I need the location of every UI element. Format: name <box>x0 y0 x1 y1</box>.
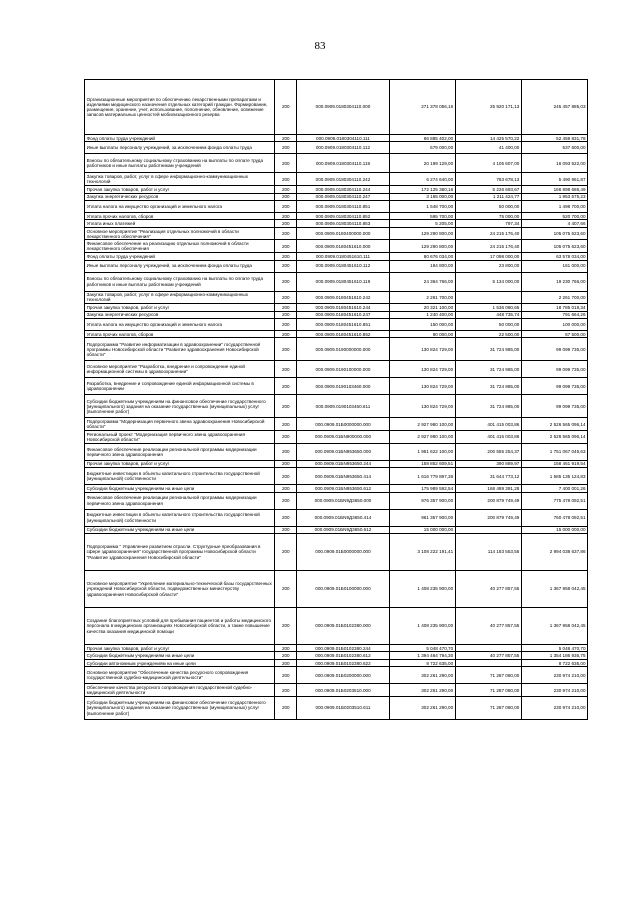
table-row <box>85 418 588 431</box>
row-approved-amount-cell: 130 824 729,00 <box>389 378 455 395</box>
row-name-cell: Субсидии бюджетным учреждениям на иные цели <box>85 485 275 492</box>
row-executed-amount-cell <box>455 291 521 304</box>
row-org-code-cell: 200 <box>275 526 297 533</box>
row-budget-code-cell: 000.0909.0180451610.119 <box>297 272 389 291</box>
row-name-cell: Основное мероприятие "Разработка, внедрение и сопровождение единой информационной системы в здравоохранении" <box>85 361 275 378</box>
row-remaining-amount-cell: 1 354 186 936,75 <box>521 652 587 659</box>
row-approved-amount-cell: 2 927 980 100,00 <box>389 431 455 444</box>
row-approved-amount-cell: 1 240 400,00 <box>389 311 455 318</box>
row-budget-code-cell: 000.0909.0180304110.852 <box>297 212 389 219</box>
row-name-cell: Подпрограмма " Управление развитием отрасли. Структурные преобразования в сфере здравоохранения" государственной программы Новосибирской области "Развитие здравоохранения Новосибирской области" <box>85 534 275 571</box>
row-remaining-amount-cell: 760 478 092,51 <box>521 509 587 526</box>
table-row <box>85 240 588 253</box>
row-name-cell: Взносы по обязательному социальному страхованию на выплаты по оплате труда работников и иные выплаты работникам учреждений <box>85 272 275 291</box>
row-approved-amount-cell: 1 616 779 897,36 <box>389 468 455 485</box>
row-org-code-cell: 200 <box>275 291 297 304</box>
table-row <box>85 186 588 193</box>
row-remaining-amount-cell: 1 585 135 124,83 <box>521 468 587 485</box>
row-budget-code-cell: 000.0909.0180451610.244 <box>297 304 389 311</box>
row-org-code-cell: 200 <box>275 80 297 135</box>
table-row <box>85 227 588 240</box>
row-remaining-amount-cell: 100 000,00 <box>521 319 587 331</box>
row-org-code-cell: 200 <box>275 460 297 467</box>
row-budget-code-cell: 000.0909.01БN953650.244 <box>297 460 389 467</box>
row-org-code-cell: 200 <box>275 395 297 418</box>
row-org-code-cell: 200 <box>275 418 297 431</box>
row-name-cell: Региональный проект "Модернизация первичного звена здравоохранения Новосибирской области" <box>85 431 275 444</box>
row-name-cell: Уплата прочих налогов, сборов <box>85 331 275 338</box>
row-name-cell: Бюджетные инвестиции в объекты капитального строительства государственной (муниципальной) собственности <box>85 468 275 485</box>
row-executed-amount-cell: 390 889,97 <box>455 460 521 467</box>
row-name-cell: Основное мероприятие "Обеспечение качества ресурсного сопровождения государственной судебно-медицинской деятельности" <box>85 667 275 684</box>
row-name-cell: Закупка энергетических ресурсов <box>85 311 275 318</box>
row-org-code-cell: 200 <box>275 571 297 608</box>
table-row <box>85 260 588 272</box>
row-executed-amount-cell: 5 134 000,00 <box>455 272 521 291</box>
row-executed-amount-cell: 40 277 857,55 <box>455 608 521 645</box>
row-org-code-cell: 200 <box>275 509 297 526</box>
row-approved-amount-cell: 961 357 900,00 <box>389 509 455 526</box>
row-approved-amount-cell: 5 205,00 <box>389 220 455 227</box>
row-approved-amount-cell: 130 824 729,00 <box>389 361 455 378</box>
row-org-code-cell: 200 <box>275 200 297 212</box>
row-remaining-amount-cell: 158 461 919,54 <box>521 460 587 467</box>
row-remaining-amount-cell: 15 000 000,00 <box>521 526 587 533</box>
row-name-cell: Закупка товаров, работ, услуг в сфере информационно-коммуникационных технологий <box>85 173 275 186</box>
row-remaining-amount-cell: 99 099 735,00 <box>521 361 587 378</box>
row-budget-code-cell: 000.0909.0180304110.000 <box>297 80 389 135</box>
table-row <box>85 460 588 467</box>
row-remaining-amount-cell: 63 578 034,00 <box>521 253 587 260</box>
row-org-code-cell: 200 <box>275 193 297 200</box>
row-name-cell: Фонд оплаты труда учреждений <box>85 135 275 142</box>
row-budget-code-cell: 000.0909.01БN953650.414 <box>297 468 389 485</box>
row-name-cell: Иные выплаты персоналу учреждений, за исключением фонда оплаты труда <box>85 142 275 154</box>
row-remaining-amount-cell: 520 700,00 <box>521 212 587 219</box>
table-row <box>85 431 588 444</box>
row-remaining-amount-cell: 166 898 686,49 <box>521 186 587 193</box>
row-budget-code-cell: 000.0909.0180304110.851 <box>297 200 389 212</box>
table-row <box>85 492 588 509</box>
row-org-code-cell: 200 <box>275 534 297 571</box>
row-remaining-amount-cell: 7 400 001,26 <box>521 485 587 492</box>
row-name-cell: Финансовое обеспечение реализации региональной программы модернизации первичного звена здравоохранения <box>85 492 275 509</box>
row-executed-amount-cell: 50 000,00 <box>455 319 521 331</box>
row-executed-amount-cell: 31 724 985,00 <box>455 378 521 395</box>
table-row <box>85 645 588 652</box>
table-row <box>85 272 588 291</box>
row-executed-amount-cell <box>455 526 521 533</box>
row-remaining-amount-cell: 16 093 522,00 <box>521 154 587 173</box>
row-executed-amount-cell: 200 879 749,49 <box>455 492 521 509</box>
row-budget-code-cell: 000.0909.0180400000.000 <box>297 227 389 240</box>
row-org-code-cell: 200 <box>275 645 297 652</box>
row-org-code-cell: 200 <box>275 378 297 395</box>
table-row <box>85 361 588 378</box>
row-budget-code-cell: 000.0909.0180451610.000 <box>297 240 389 253</box>
table-row <box>85 684 588 697</box>
table-row <box>85 667 588 684</box>
table-row <box>85 395 588 418</box>
row-approved-amount-cell: 130 824 729,00 <box>389 395 455 418</box>
row-budget-code-cell: 000.0909.01БN9Д3650.000 <box>297 492 389 509</box>
row-remaining-amount-cell: 18 785 019,34 <box>521 304 587 311</box>
row-approved-amount-cell: 302 261 290,00 <box>389 696 455 719</box>
row-name-cell: Субсидии бюджетным учреждениям на иные цели <box>85 652 275 659</box>
row-approved-amount-cell: 1 951 622 100,00 <box>389 443 455 460</box>
row-remaining-amount-cell: 1 751 067 045,63 <box>521 443 587 460</box>
row-org-code-cell: 200 <box>275 272 297 291</box>
row-remaining-amount-cell: 161 000,00 <box>521 260 587 272</box>
row-executed-amount-cell: 23 800,00 <box>455 260 521 272</box>
row-budget-code-cell: 000.0909.01БN900000.000 <box>297 431 389 444</box>
row-org-code-cell: 200 <box>275 608 297 645</box>
row-approved-amount-cell: 20 321 100,00 <box>389 304 455 311</box>
row-remaining-amount-cell: 230 974 210,00 <box>521 696 587 719</box>
row-name-cell: Уплата прочих налогов, сборов <box>85 212 275 219</box>
row-budget-code-cell: 000.0909.01Б0102380.612 <box>297 652 389 659</box>
row-budget-code-cell: 000.0909.0180451610.851 <box>297 319 389 331</box>
row-executed-amount-cell: 401 415 003,86 <box>455 431 521 444</box>
table-row <box>85 443 588 460</box>
row-name-cell: Разработка, внедрение и сопровождение единой информационной системы в здравоохранении <box>85 378 275 395</box>
row-org-code-cell: 200 <box>275 227 297 240</box>
row-remaining-amount-cell: 5 490 961,87 <box>521 173 587 186</box>
table-row <box>85 135 588 142</box>
row-remaining-amount-cell: 1 367 958 042,45 <box>521 608 587 645</box>
row-org-code-cell: 200 <box>275 684 297 697</box>
row-name-cell: Уплата иных платежей <box>85 220 275 227</box>
row-org-code-cell: 200 <box>275 253 297 260</box>
row-executed-amount-cell: 1 536 080,65 <box>455 304 521 311</box>
row-approved-amount-cell: 1 394 464 794,30 <box>389 652 455 659</box>
row-approved-amount-cell: 150 000,00 <box>389 319 455 331</box>
row-org-code-cell: 200 <box>275 240 297 253</box>
row-remaining-amount-cell: 99 099 735,00 <box>521 338 587 361</box>
row-name-cell: Субсидии бюджетным учреждениям на финансовое обеспечение государственного (муниципального) задания на оказание государственных (муниципальных) услуг (выполнение работ) <box>85 696 275 719</box>
row-budget-code-cell: 000.0909.01Б0100000.000 <box>297 571 389 608</box>
row-executed-amount-cell: 4 105 607,00 <box>455 154 521 173</box>
row-remaining-amount-cell: 791 664,26 <box>521 311 587 318</box>
row-approved-amount-cell: 90 000,00 <box>389 331 455 338</box>
table-row <box>85 485 588 492</box>
row-org-code-cell: 200 <box>275 667 297 684</box>
row-executed-amount-cell: 71 287 080,00 <box>455 696 521 719</box>
row-executed-amount-cell: 200 879 749,49 <box>455 509 521 526</box>
row-approved-amount-cell: 130 824 729,00 <box>389 338 455 361</box>
row-budget-code-cell: 000.0909.01Б0203510.000 <box>297 684 389 697</box>
row-budget-code-cell: 000.0909.0180451610.242 <box>297 291 389 304</box>
row-remaining-amount-cell: 230 974 210,00 <box>521 667 587 684</box>
row-name-cell: Финансовое обеспечение на реализацию отдельных полномочий в области лекарственного обеспечения <box>85 240 275 253</box>
row-executed-amount-cell: 50 000,00 <box>455 200 521 212</box>
row-budget-code-cell: 000.0909.0190100000.000 <box>297 361 389 378</box>
row-org-code-cell: 200 <box>275 319 297 331</box>
row-name-cell: Обеспечение качества ресурсного сопровождения государственной судебно-медицинской деятельности <box>85 684 275 697</box>
row-org-code-cell: 200 <box>275 443 297 460</box>
row-executed-amount-cell: 25 920 171,13 <box>455 80 521 135</box>
row-executed-amount-cell: 71 287 080,00 <box>455 667 521 684</box>
table-row <box>85 253 588 260</box>
table-row <box>85 378 588 395</box>
row-org-code-cell: 200 <box>275 142 297 154</box>
row-budget-code-cell: 000.0909.0180304110.853 <box>297 220 389 227</box>
row-remaining-amount-cell: 537 600,00 <box>521 142 587 154</box>
row-budget-code-cell: 000.0909.0180304110.111 <box>297 135 389 142</box>
table-row <box>85 652 588 659</box>
row-executed-amount-cell: 17 098 000,00 <box>455 253 521 260</box>
table-row <box>85 534 588 571</box>
row-budget-code-cell: 000.0909.01БN953650.000 <box>297 443 389 460</box>
row-remaining-amount-cell: 8 722 635,00 <box>521 659 587 666</box>
row-approved-amount-cell: 595 700,00 <box>389 212 455 219</box>
row-approved-amount-cell: 8 722 635,00 <box>389 659 455 666</box>
row-budget-code-cell: 000.0909.0180304110.112 <box>297 142 389 154</box>
page-number: 83 <box>314 40 326 52</box>
table-row <box>85 311 588 318</box>
row-org-code-cell: 200 <box>275 311 297 318</box>
table-row <box>85 142 588 154</box>
row-approved-amount-cell: 1 408 235 900,00 <box>389 608 455 645</box>
row-org-code-cell: 200 <box>275 361 297 378</box>
row-remaining-amount-cell: 52 459 831,78 <box>521 135 587 142</box>
table-row <box>85 696 588 719</box>
row-name-cell: Закупка энергетических ресурсов <box>85 193 275 200</box>
row-name-cell: Субсидии бюджетным учреждениям на иные цели <box>85 526 275 533</box>
row-budget-code-cell: 000.0909.0180304110.244 <box>297 186 389 193</box>
row-executed-amount-cell <box>455 659 521 666</box>
row-approved-amount-cell: 6 274 640,00 <box>389 173 455 186</box>
row-name-cell: Прочая закупка товаров, работ и услуг <box>85 304 275 311</box>
row-approved-amount-cell: 66 885 402,00 <box>389 135 455 142</box>
row-approved-amount-cell: 2 261 700,00 <box>389 291 455 304</box>
row-name-cell: Уплата налога на имущество организаций и земельного налога <box>85 200 275 212</box>
row-approved-amount-cell: 3 108 222 191,41 <box>389 534 455 571</box>
row-name-cell: Основное мероприятие "Реализация отдельных полномочий в области лекарственного обеспечения" <box>85 227 275 240</box>
table-row <box>85 331 588 338</box>
row-remaining-amount-cell: 99 099 735,00 <box>521 378 587 395</box>
row-org-code-cell: 200 <box>275 186 297 193</box>
row-budget-code-cell: 000.0909.0180451610.247 <box>297 311 389 318</box>
row-executed-amount-cell: 71 287 080,00 <box>455 684 521 697</box>
row-name-cell: Взносы по обязательному социальному страхованию на выплаты по оплате труда работников и иные выплаты работникам учреждений <box>85 154 275 173</box>
table-row <box>85 193 588 200</box>
table-row <box>85 659 588 666</box>
row-approved-amount-cell: 129 290 800,00 <box>389 227 455 240</box>
row-budget-code-cell: 000.0909.0180451610.852 <box>297 331 389 338</box>
row-budget-code-cell: 000.0909.0180304110.119 <box>297 154 389 173</box>
row-name-cell: Финансовое обеспечение реализации региональной программы модернизации первичного звена здравоохранения <box>85 443 275 460</box>
row-budget-code-cell: 000.0909.01БN9Д3650.414 <box>297 509 389 526</box>
row-executed-amount-cell: 783 678,13 <box>455 173 521 186</box>
row-approved-amount-cell: 172 125 380,16 <box>389 186 455 193</box>
row-remaining-amount-cell: 2 526 565 096,14 <box>521 431 587 444</box>
row-executed-amount-cell: 22 500,00 <box>455 331 521 338</box>
row-remaining-amount-cell: 2 261 700,00 <box>521 291 587 304</box>
row-remaining-amount-cell: 4 407,66 <box>521 220 587 227</box>
row-approved-amount-cell: 158 852 609,51 <box>389 460 455 467</box>
row-budget-code-cell: 000.0909.01Б0200000.000 <box>297 667 389 684</box>
row-executed-amount-cell: 168 489 391,28 <box>455 485 521 492</box>
row-budget-code-cell: 000.0909.0180451610.111 <box>297 253 389 260</box>
row-approved-amount-cell: 1 548 700,00 <box>389 200 455 212</box>
row-approved-amount-cell: 3 165 000,00 <box>389 193 455 200</box>
row-org-code-cell: 200 <box>275 212 297 219</box>
row-executed-amount-cell: 31 724 985,00 <box>455 338 521 361</box>
row-remaining-amount-cell: 230 974 210,00 <box>521 684 587 697</box>
table-row <box>85 571 588 608</box>
table-row <box>85 200 588 212</box>
budget-table-body <box>85 80 588 720</box>
row-name-cell: Прочая закупка товаров, работ и услуг <box>85 186 275 193</box>
row-executed-amount-cell: 5 226 693,67 <box>455 186 521 193</box>
row-executed-amount-cell: 448 735,74 <box>455 311 521 318</box>
row-remaining-amount-cell: 775 478 092,51 <box>521 492 587 509</box>
row-executed-amount-cell: 401 415 003,86 <box>455 418 521 431</box>
table-row <box>85 319 588 331</box>
row-remaining-amount-cell: 1 367 958 042,45 <box>521 571 587 608</box>
row-executed-amount-cell: 200 555 254,37 <box>455 443 521 460</box>
table-row <box>85 212 588 219</box>
row-approved-amount-cell: 579 000,00 <box>389 142 455 154</box>
row-approved-amount-cell: 20 199 129,00 <box>389 154 455 173</box>
table-row <box>85 338 588 361</box>
row-org-code-cell: 200 <box>275 468 297 485</box>
row-budget-code-cell: 000.0909.01Б0203510.611 <box>297 696 389 719</box>
row-remaining-amount-cell: 105 075 623,60 <box>521 240 587 253</box>
row-approved-amount-cell: 271 378 056,16 <box>389 80 455 135</box>
row-remaining-amount-cell: 19 230 766,00 <box>521 272 587 291</box>
row-remaining-amount-cell: 1 498 700,00 <box>521 200 587 212</box>
row-name-cell: Подпрограмма "Модернизация первичного звена здравоохранения Новосибирской области" <box>85 418 275 431</box>
row-executed-amount-cell: 31 724 985,00 <box>455 395 521 418</box>
row-executed-amount-cell: 14 425 570,22 <box>455 135 521 142</box>
row-remaining-amount-cell: 2 994 038 637,86 <box>521 534 587 571</box>
row-name-cell: Закупка товаров, работ, услуг в сфере информационно-коммуникационных технологий <box>85 291 275 304</box>
row-budget-code-cell: 000.0909.0190103460.611 <box>297 395 389 418</box>
row-executed-amount-cell <box>455 645 521 652</box>
row-executed-amount-cell: 41 400,00 <box>455 142 521 154</box>
row-remaining-amount-cell: 5 048 470,70 <box>521 645 587 652</box>
row-remaining-amount-cell: 1 953 575,23 <box>521 193 587 200</box>
row-org-code-cell: 200 <box>275 431 297 444</box>
row-budget-code-cell: 000.0909.01Б0102380.622 <box>297 659 389 666</box>
row-approved-amount-cell: 129 290 800,00 <box>389 240 455 253</box>
row-name-cell: Фонд оплаты труда учреждений <box>85 253 275 260</box>
table-row <box>85 608 588 645</box>
row-executed-amount-cell: 24 215 176,40 <box>455 240 521 253</box>
row-name-cell: Создание благоприятных условий для пребывания пациентов и работы медицинского персонала в медицинских организациях Новосибирской области, а также повышение качества оказания медицинской помощи <box>85 608 275 645</box>
row-name-cell: Иные выплаты персоналу учреждений, за исключением фонда оплаты труда <box>85 260 275 272</box>
row-remaining-amount-cell: 2 526 565 096,14 <box>521 418 587 431</box>
row-budget-code-cell: 000.0909.01БN953650.612 <box>297 485 389 492</box>
table-row <box>85 509 588 526</box>
table-row <box>85 304 588 311</box>
row-budget-code-cell: 000.0909.0180304110.247 <box>297 193 389 200</box>
row-budget-code-cell: 000.0909.0190103460.000 <box>297 378 389 395</box>
row-org-code-cell: 200 <box>275 304 297 311</box>
row-executed-amount-cell: 1 211 424,77 <box>455 193 521 200</box>
row-executed-amount-cell: 40 277 857,55 <box>455 571 521 608</box>
row-executed-amount-cell: 24 215 176,40 <box>455 227 521 240</box>
row-name-cell: Подпрограмма "Развитие информатизации в здравоохранении" государственной программы Новосибирской области "Развитие здравоохранения Новосибирской области" <box>85 338 275 361</box>
row-budget-code-cell: 000.0909.0180304110.242 <box>297 173 389 186</box>
row-budget-code-cell: 000.0909.01БN9Д3650.612 <box>297 526 389 533</box>
row-remaining-amount-cell: 99 099 735,00 <box>521 395 587 418</box>
row-budget-code-cell: 000.0909.0190000000.000 <box>297 338 389 361</box>
row-name-cell: Субсидии автономным учреждениям на иные цели <box>85 659 275 666</box>
row-executed-amount-cell: 40 277 857,55 <box>455 652 521 659</box>
row-executed-amount-cell: 75 000,00 <box>455 212 521 219</box>
row-executed-amount-cell: 31 644 773,12 <box>455 468 521 485</box>
row-approved-amount-cell: 2 927 980 100,00 <box>389 418 455 431</box>
row-budget-code-cell: 000.0909.01Б0000000.000 <box>297 534 389 571</box>
row-executed-amount-cell: 114 183 553,55 <box>455 534 521 571</box>
row-org-code-cell: 200 <box>275 485 297 492</box>
row-org-code-cell: 200 <box>275 696 297 719</box>
row-approved-amount-cell: 5 048 470,70 <box>389 645 455 652</box>
row-budget-code-cell: 000.0909.01Б0102380.000 <box>297 608 389 645</box>
row-approved-amount-cell: 80 676 034,00 <box>389 253 455 260</box>
row-approved-amount-cell: 302 261 290,00 <box>389 667 455 684</box>
row-org-code-cell: 200 <box>275 331 297 338</box>
row-approved-amount-cell: 184 800,00 <box>389 260 455 272</box>
row-executed-amount-cell: 797,34 <box>455 220 521 227</box>
row-name-cell: Бюджетные инвестиции в объекты капитального строительства государственной (муниципальной) собственности <box>85 509 275 526</box>
row-org-code-cell: 200 <box>275 135 297 142</box>
row-org-code-cell: 200 <box>275 220 297 227</box>
row-approved-amount-cell: 175 989 592,54 <box>389 485 455 492</box>
row-budget-code-cell: 000.0909.01Б0000000.000 <box>297 418 389 431</box>
row-approved-amount-cell: 24 364 766,00 <box>389 272 455 291</box>
row-name-cell: Основное мероприятие "Укрепление материально-технической базы государственных учреждений Новосибирской области, подведомственных министерству здравоохранения Новосибирской области" <box>85 571 275 608</box>
row-name-cell: Уплата налога на имущество организаций и земельного налога <box>85 319 275 331</box>
row-approved-amount-cell: 15 000 000,00 <box>389 526 455 533</box>
row-remaining-amount-cell: 105 075 623,60 <box>521 227 587 240</box>
row-budget-code-cell: 000.0909.01Б0102380.244 <box>297 645 389 652</box>
row-approved-amount-cell: 976 357 900,00 <box>389 492 455 509</box>
budget-table <box>84 79 588 720</box>
row-budget-code-cell: 000.0909.0180451610.112 <box>297 260 389 272</box>
row-org-code-cell: 200 <box>275 338 297 361</box>
row-org-code-cell: 200 <box>275 659 297 666</box>
row-approved-amount-cell: 1 408 235 900,00 <box>389 571 455 608</box>
row-remaining-amount-cell: 67 500,00 <box>521 331 587 338</box>
table-row <box>85 173 588 186</box>
table-row <box>85 291 588 304</box>
row-org-code-cell: 200 <box>275 173 297 186</box>
row-name-cell: Прочая закупка товаров, работ и услуг <box>85 645 275 652</box>
table-row <box>85 526 588 533</box>
table-row <box>85 220 588 227</box>
row-approved-amount-cell: 302 261 290,00 <box>389 684 455 697</box>
row-name-cell: Организационные мероприятия по обеспечению лекарственными препаратами и изделиями медицинского назначения отдельных категорий граждан. Формирование, размещение, хранение, учет, использование, пополнение, обновление, освежение запасов материальных ценностей мобилизационного резерва <box>85 80 275 135</box>
row-org-code-cell: 200 <box>275 652 297 659</box>
table-row <box>85 468 588 485</box>
row-org-code-cell: 200 <box>275 492 297 509</box>
row-name-cell: Прочая закупка товаров, работ и услуг <box>85 460 275 467</box>
row-org-code-cell: 200 <box>275 154 297 173</box>
row-org-code-cell: 200 <box>275 260 297 272</box>
table-row <box>85 154 588 173</box>
table-row <box>85 80 588 135</box>
row-executed-amount-cell: 31 724 985,00 <box>455 361 521 378</box>
row-remaining-amount-cell: 245 457 885,03 <box>521 80 587 135</box>
row-name-cell: Субсидии бюджетным учреждениям на финансовое обеспечение государственного (муниципального) задания на оказание государственных (муниципальных) услуг (выполнение работ) <box>85 395 275 418</box>
